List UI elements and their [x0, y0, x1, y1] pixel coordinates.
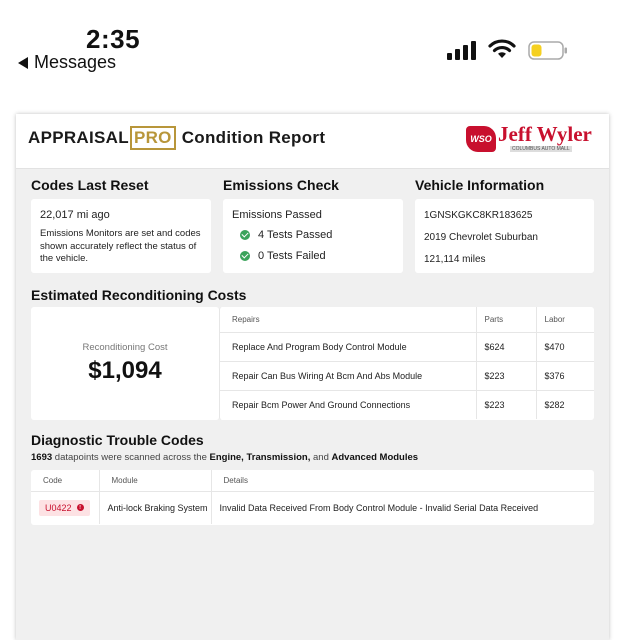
dealer-name: Jeff Wyler: [498, 122, 592, 146]
dtc-engine: Engine,: [209, 452, 244, 463]
dtc-code: U0422: [45, 502, 72, 513]
repair-parts: $223: [476, 390, 536, 419]
battery-icon: [528, 41, 568, 60]
brand-pro: PRO: [130, 126, 176, 150]
table-row: [220, 332, 594, 361]
header-labor: Labor: [536, 307, 594, 332]
header-module: Module: [99, 470, 211, 491]
vehicle-info-card: [415, 199, 594, 273]
header-code: Code: [31, 470, 99, 491]
status-bar: [0, 0, 625, 80]
repair-name: Repair Can Bus Wiring At Bcm And Abs Module: [220, 361, 476, 390]
dealer-badge-icon: WSO: [466, 126, 496, 152]
dealer-logo: [466, 124, 598, 154]
dtc-count: 1693: [31, 452, 53, 463]
condition-report: [16, 114, 609, 640]
back-arrow-icon: [18, 57, 28, 69]
recon-table-card: [219, 307, 594, 420]
table-row: [220, 390, 594, 419]
dtc-table-header: [31, 470, 594, 491]
header-parts: Parts: [476, 307, 536, 332]
repair-labor: $470: [536, 332, 594, 361]
header-details: Details: [211, 470, 594, 491]
vehicle-miles: 121,114 miles: [424, 254, 486, 265]
table-row: [31, 491, 594, 524]
emissions-check-title: Emissions Check: [223, 177, 339, 193]
recon-cost-card: [31, 307, 219, 420]
header-repairs: Repairs: [220, 307, 476, 332]
tests-passed: 4 Tests Passed: [258, 229, 333, 241]
check-circle-icon: [240, 251, 250, 261]
dtc-details: Invalid Data Received From Body Control Module - Invalid Serial Data Received: [211, 491, 594, 524]
back-to-messages-button[interactable]: [18, 52, 116, 73]
report-header: [16, 114, 609, 169]
cellular-signal-icon: [447, 40, 476, 60]
vehicle-vin: 1GNSKGKC8KR183625: [424, 210, 533, 221]
dealer-subtitle: COLUMBUS AUTO MALL: [512, 146, 570, 152]
repair-name: Replace And Program Body Control Module: [220, 332, 476, 361]
repair-name: Repair Bcm Power And Ground Connections: [232, 399, 411, 410]
error-icon: !: [77, 504, 84, 511]
brand-appraisal: APPRAISAL: [28, 128, 129, 147]
vehicle-info-title: Vehicle Information: [415, 177, 545, 193]
tests-failed-row: [240, 250, 394, 262]
recon-title: Estimated Reconditioning Costs: [31, 287, 247, 303]
check-circle-icon: [240, 230, 250, 240]
repair-labor: $282: [536, 390, 594, 419]
vehicle-model: 2019 Chevrolet Suburban: [424, 232, 538, 243]
status-time: 2:35: [86, 24, 141, 54]
appraisal-pro-logo: [28, 126, 325, 150]
back-label: Messages: [34, 52, 117, 72]
dtc-table-card: [31, 470, 594, 525]
emissions-status: Emissions Passed: [232, 209, 322, 221]
table-row: [220, 361, 594, 390]
dtc-title: Diagnostic Trouble Codes: [31, 432, 204, 448]
reset-note: Emissions Monitors are set and codes shown accurately reflect the status of the vehicle.: [40, 228, 201, 264]
emissions-card: [223, 199, 403, 273]
dtc-table: [31, 470, 594, 524]
tests-passed-row: [240, 229, 394, 241]
reset-mileage: 22,017 mi ago: [40, 209, 110, 221]
dtc-scan-text: datapoints were scanned across the: [54, 452, 207, 463]
dtc-scan-summary: [31, 452, 418, 463]
dtc-code-badge[interactable]: [39, 500, 90, 516]
codes-last-reset-title: Codes Last Reset: [31, 177, 149, 193]
recon-cost-label: Reconditioning Cost: [82, 342, 168, 353]
codes-last-reset-card: [31, 199, 211, 273]
report-title: Condition Report: [181, 128, 326, 147]
dtc-advanced: Advanced Modules: [331, 452, 419, 463]
tests-failed: 0 Tests Failed: [258, 250, 326, 262]
dtc-and: and: [313, 452, 329, 463]
recon-table-header: [220, 307, 594, 332]
dtc-code-cell: [31, 491, 99, 524]
dtc-transmission: Transmission,: [246, 452, 311, 463]
repair-parts: $624: [476, 332, 536, 361]
recon-cost-value: $1,094: [88, 357, 162, 384]
wifi-icon: [488, 38, 516, 60]
repair-parts: $223: [476, 361, 536, 390]
recon-table: [220, 307, 594, 419]
repair-labor: $376: [536, 361, 594, 390]
dtc-module: Anti-lock Braking System: [99, 491, 211, 524]
